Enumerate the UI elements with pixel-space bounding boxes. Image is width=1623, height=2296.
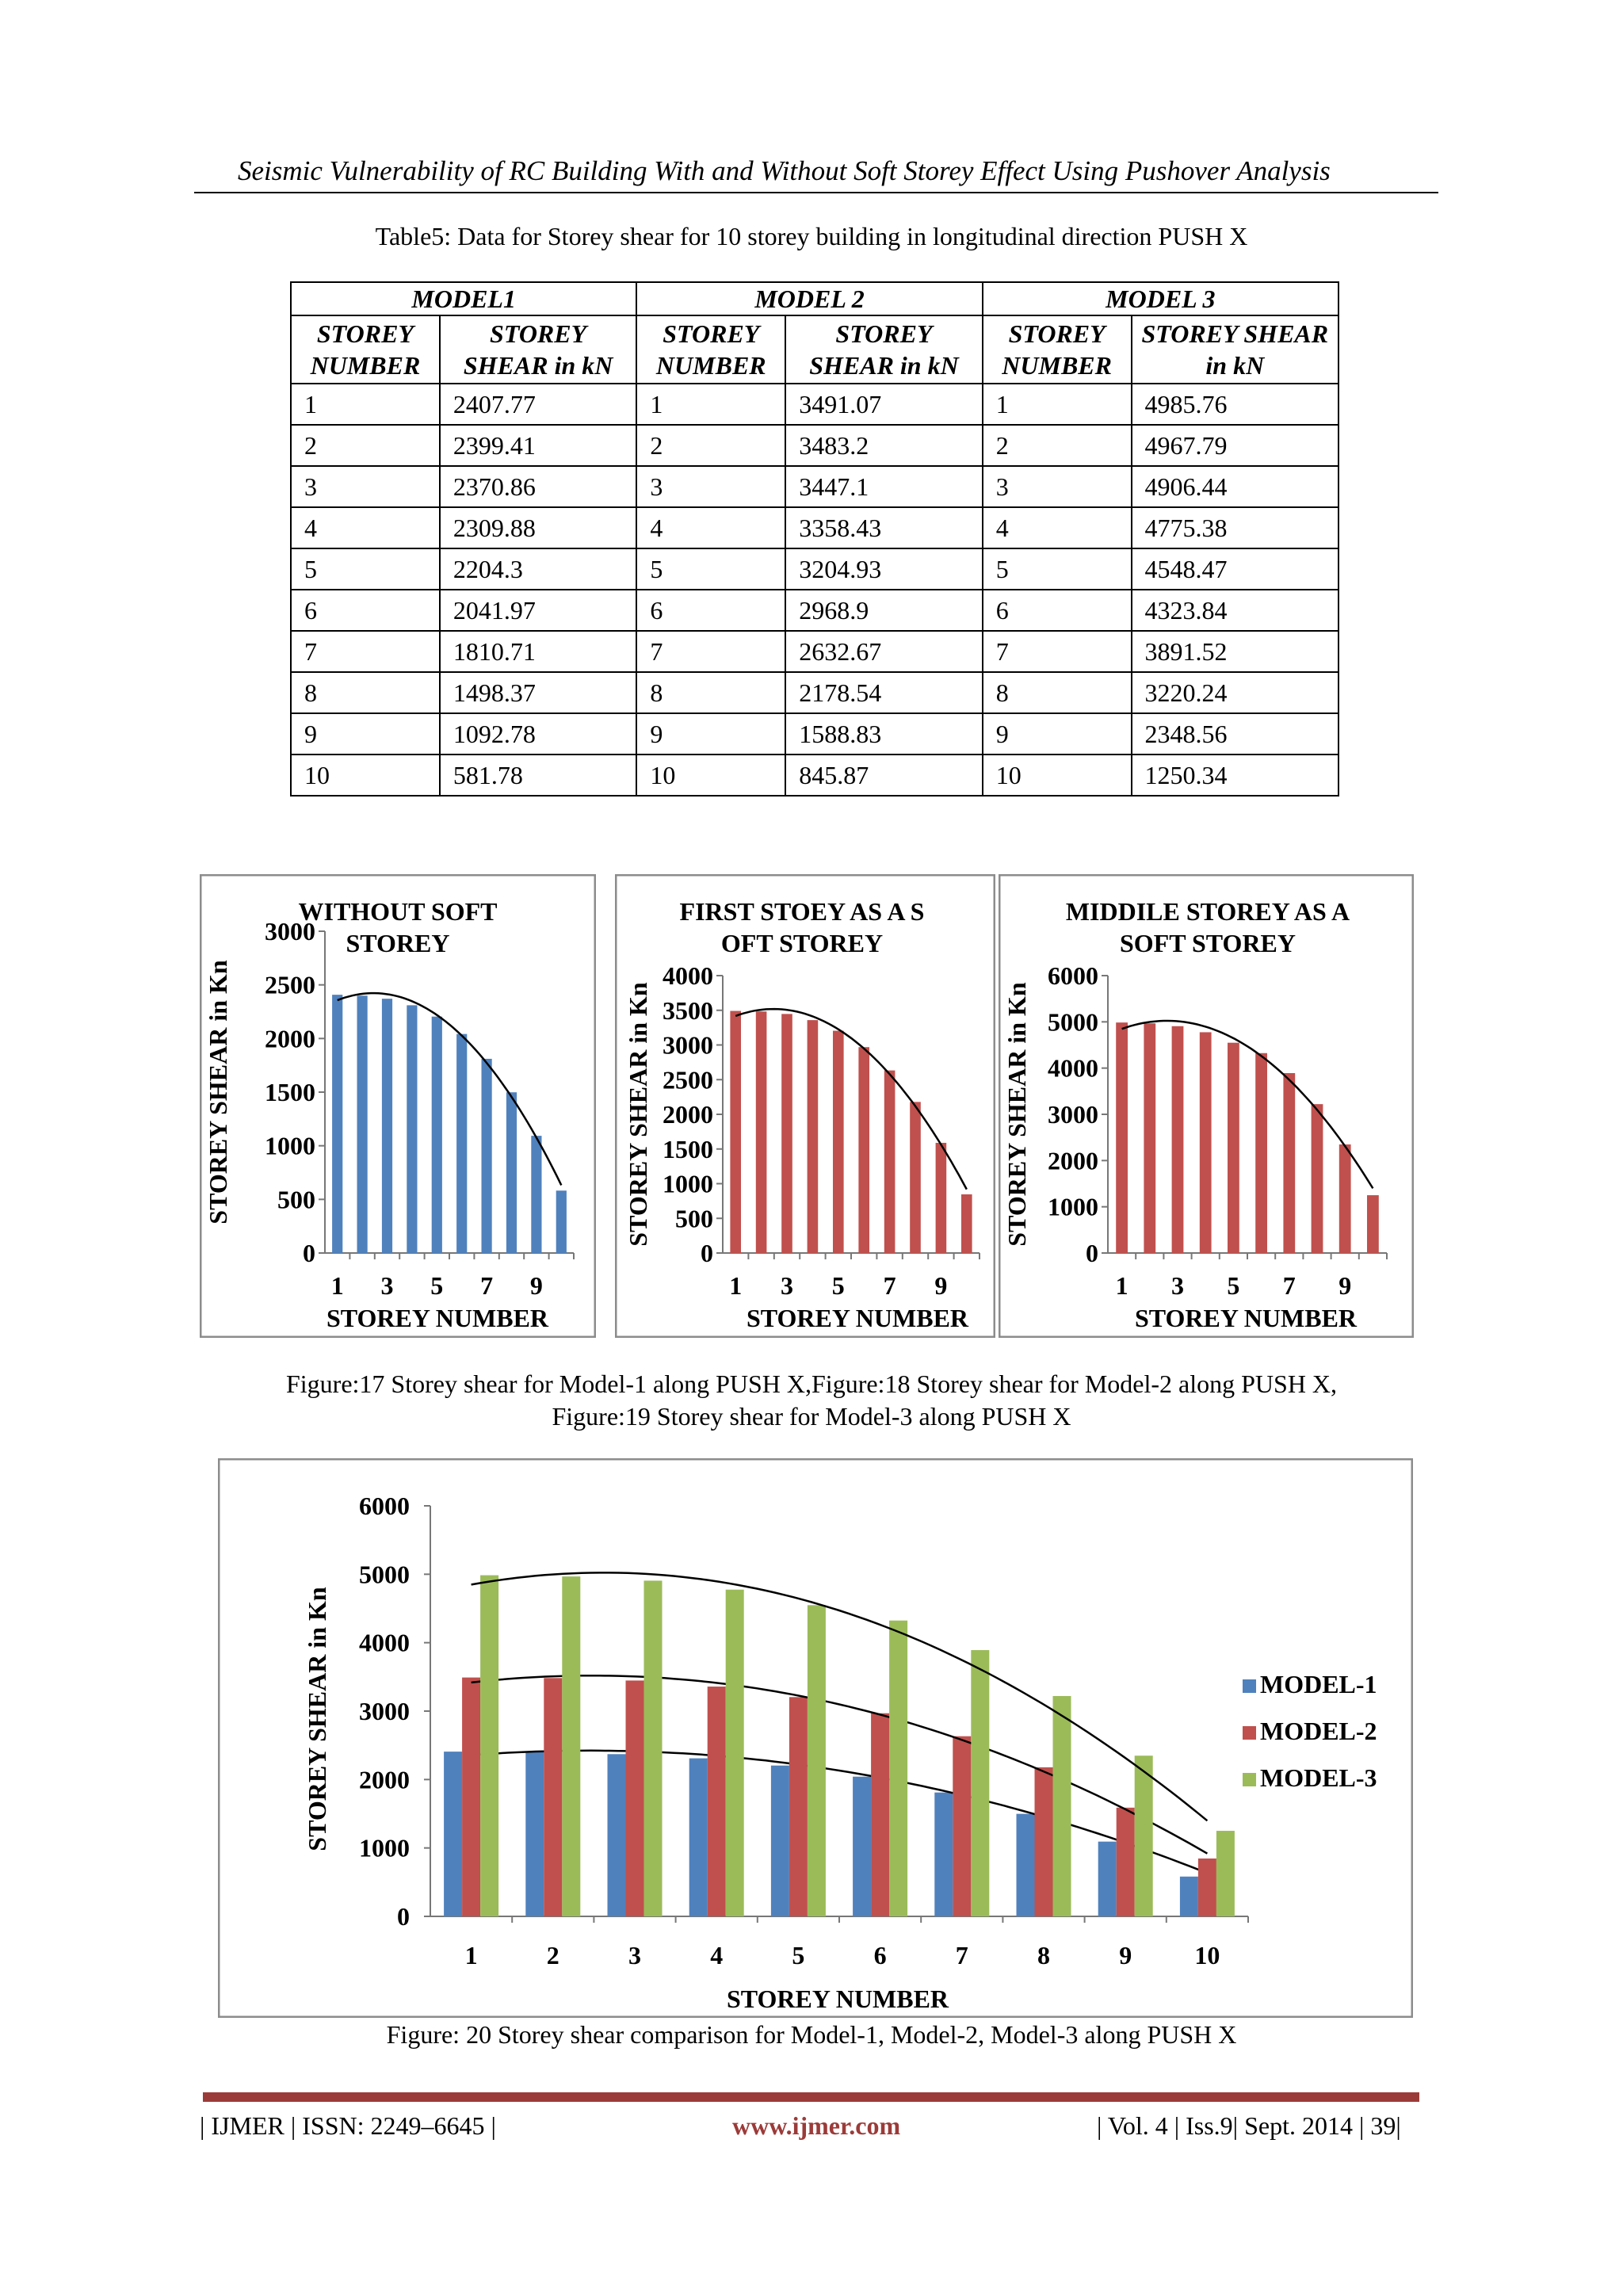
- x-tick-label: 3: [781, 1271, 793, 1300]
- table-cell: 1: [983, 384, 1132, 425]
- figure-20-caption: Figure: 20 Storey shear comparison for Model-1, Model-2, Model-3 along PUSH X: [386, 2020, 1237, 2049]
- y-axis-label: STOREY SHEAR in Kn: [624, 982, 652, 1247]
- y-tick-label: 3500: [663, 995, 713, 1025]
- table-cell: 3491.07: [785, 384, 982, 425]
- table-cell: 10: [636, 755, 785, 796]
- table-row: [291, 425, 1338, 466]
- table-cell: 845.87: [785, 755, 982, 796]
- y-tick-label: 1000: [1048, 1192, 1098, 1221]
- figure-17: [200, 874, 596, 1338]
- table-cell: 2407.77: [440, 384, 636, 425]
- table-cell: 2632.67: [785, 631, 982, 672]
- bar: [407, 1005, 417, 1253]
- model-3-heading: MODEL 3: [983, 282, 1338, 315]
- x-tick-label: 5: [430, 1271, 444, 1300]
- chart-without-soft-storey: [200, 874, 596, 1338]
- bar-model-3: [726, 1590, 744, 1916]
- table-cell: 1092.78: [440, 713, 636, 755]
- y-tick-label: 0: [1086, 1239, 1098, 1267]
- table-cell: 3447.1: [785, 466, 982, 507]
- bar: [1228, 1043, 1239, 1253]
- table-cell: 2041.97: [440, 590, 636, 631]
- table-cell: 4323.84: [1132, 590, 1338, 631]
- figure-20: [218, 1458, 1413, 2018]
- x-tick-label: 3: [1171, 1271, 1184, 1300]
- x-tick-label: 4: [710, 1941, 724, 1969]
- bar: [482, 1059, 492, 1253]
- table-cell: 6: [983, 590, 1132, 631]
- y-tick-label: 2000: [265, 1024, 315, 1053]
- x-tick-label: 3: [628, 1941, 641, 1969]
- y-tick-label: 2500: [265, 970, 315, 999]
- y-tick-label: 4000: [359, 1628, 410, 1657]
- table-cell: 9: [291, 713, 440, 755]
- column-header: STOREY SHEAR in kN: [785, 315, 982, 384]
- bar-model-2: [626, 1680, 644, 1916]
- table-cell: 4906.44: [1132, 466, 1338, 507]
- table-cell: 3: [291, 466, 440, 507]
- bar-model-1: [853, 1777, 871, 1916]
- model-1-heading: MODEL1: [291, 282, 636, 315]
- table-cell: 2370.86: [440, 466, 636, 507]
- y-tick-label: 1500: [265, 1078, 315, 1106]
- column-header: STOREY NUMBER: [636, 315, 785, 384]
- table-row: [291, 631, 1338, 672]
- bar: [1367, 1195, 1379, 1253]
- bar: [432, 1017, 442, 1253]
- bar-model-1: [1017, 1814, 1035, 1916]
- bar-model-1: [689, 1759, 708, 1916]
- y-tick-label: 2000: [663, 1100, 713, 1129]
- y-tick-label: 4000: [663, 961, 713, 990]
- table-cell: 6: [636, 590, 785, 631]
- x-tick-label: 5: [1227, 1271, 1240, 1300]
- bar-model-2: [1035, 1767, 1053, 1916]
- figure-17-19-caption-line1: Figure:17 Storey shear for Model-1 along PUSH X,Figure:18 Storey shear for Model-2 along PUSH X,: [285, 1370, 1338, 1398]
- x-tick-label: 1: [1115, 1271, 1128, 1300]
- x-axis-label: STOREY NUMBER: [746, 1304, 969, 1332]
- legend-swatch: [1243, 1679, 1256, 1693]
- x-tick-label: 2: [546, 1941, 559, 1969]
- table-cell: 3: [983, 466, 1132, 507]
- x-tick-label: 8: [1037, 1941, 1050, 1969]
- chart-title: MIDDILE STOREY AS A: [1065, 897, 1350, 926]
- bar: [332, 995, 342, 1253]
- chart-first-storey-soft: [615, 874, 995, 1338]
- x-tick-label: 7: [955, 1941, 968, 1969]
- y-tick-label: 2000: [1048, 1146, 1098, 1175]
- table-row: [291, 384, 1338, 425]
- table-row: [291, 466, 1338, 507]
- bar-model-2: [708, 1687, 726, 1916]
- bar-model-2: [462, 1678, 480, 1916]
- table-row: [291, 590, 1338, 631]
- bar-model-1: [608, 1754, 626, 1916]
- bar: [961, 1194, 972, 1253]
- bar: [456, 1034, 467, 1253]
- table-cell: 6: [291, 590, 440, 631]
- bar: [781, 1014, 792, 1253]
- table-cell: 2: [291, 425, 440, 466]
- header-rule: [194, 192, 1438, 193]
- legend-swatch: [1243, 1773, 1256, 1786]
- table-cell: 4: [291, 507, 440, 548]
- table-cell: 5: [983, 548, 1132, 590]
- table-cell: 2968.9: [785, 590, 982, 631]
- x-tick-label: 9: [529, 1271, 543, 1300]
- footer-rule: [203, 2092, 1419, 2102]
- chart-title: STOREY: [346, 929, 450, 957]
- bar: [357, 995, 368, 1253]
- y-tick-label: 500: [277, 1185, 315, 1214]
- x-tick-label: 3: [380, 1271, 394, 1300]
- bar-model-1: [1180, 1877, 1198, 1916]
- bar: [1172, 1026, 1184, 1253]
- y-tick-label: 0: [397, 1902, 410, 1931]
- table-cell: 5: [291, 548, 440, 590]
- bar-model-2: [789, 1697, 808, 1916]
- y-tick-label: 1500: [663, 1134, 713, 1163]
- x-tick-label: 5: [792, 1941, 805, 1969]
- bar: [808, 1020, 819, 1253]
- table-cell: 10: [291, 755, 440, 796]
- chart-middle-storey-soft: [999, 874, 1414, 1338]
- x-tick-label: 9: [1338, 1271, 1352, 1300]
- bar: [756, 1011, 767, 1253]
- bar: [730, 1011, 741, 1253]
- bar: [1144, 1023, 1155, 1253]
- table-cell: 4775.38: [1132, 507, 1338, 548]
- x-tick-label: 9: [934, 1271, 948, 1300]
- table-row: [291, 507, 1338, 548]
- table-cell: 2204.3: [440, 548, 636, 590]
- bar: [1312, 1104, 1323, 1253]
- x-tick-label: 7: [480, 1271, 494, 1300]
- x-tick-label: 5: [831, 1271, 845, 1300]
- table-cell: 3220.24: [1132, 672, 1338, 713]
- y-tick-label: 1000: [359, 1833, 410, 1862]
- table-row: [291, 548, 1338, 590]
- x-axis-label: STOREY NUMBER: [726, 1985, 949, 2013]
- legend-label: MODEL-3: [1260, 1763, 1377, 1792]
- table-cell: 7: [636, 631, 785, 672]
- bar-model-2: [953, 1736, 971, 1916]
- footer-journal: | IJMER | ISSN: 2249–6645 |: [200, 2111, 496, 2140]
- x-tick-label: 1: [464, 1941, 478, 1969]
- table-row: [291, 755, 1338, 796]
- table-cell: 4548.47: [1132, 548, 1338, 590]
- legend-label: MODEL-1: [1260, 1670, 1377, 1698]
- bar-model-1: [1098, 1842, 1117, 1916]
- table-cell: 2: [983, 425, 1132, 466]
- column-header: STOREY SHEAR in kN: [440, 315, 636, 384]
- figure-17-19-caption-line2: Figure:19 Storey shear for Model-3 along PUSH X: [552, 1402, 1071, 1431]
- table-cell: 3: [636, 466, 785, 507]
- table-cell: 1250.34: [1132, 755, 1338, 796]
- x-tick-label: 10: [1194, 1941, 1220, 1969]
- bar: [1255, 1053, 1267, 1253]
- bar-model-3: [562, 1576, 580, 1916]
- table-cell: 8: [291, 672, 440, 713]
- table-row: [291, 672, 1338, 713]
- table-cell: 4: [636, 507, 785, 548]
- y-tick-label: 5000: [1048, 1007, 1098, 1037]
- bar-model-2: [544, 1678, 562, 1916]
- table-cell: 9: [636, 713, 785, 755]
- bar-model-1: [525, 1752, 544, 1916]
- table-cell: 8: [636, 672, 785, 713]
- y-tick-label: 3000: [1048, 1100, 1098, 1129]
- bar-model-2: [871, 1713, 889, 1916]
- y-tick-label: 2000: [359, 1765, 410, 1794]
- y-tick-label: 3000: [663, 1030, 713, 1060]
- table-cell: 7: [291, 631, 440, 672]
- table-cell: 10: [983, 755, 1132, 796]
- column-header: STOREY NUMBER: [291, 315, 440, 384]
- table-cell: 3891.52: [1132, 631, 1338, 672]
- column-header: STOREY NUMBER: [983, 315, 1132, 384]
- bar-model-3: [971, 1650, 989, 1916]
- table-cell: 1588.83: [785, 713, 982, 755]
- bar-model-3: [889, 1621, 907, 1916]
- chart-title: FIRST STOEY AS A S: [679, 897, 925, 926]
- x-axis-label: STOREY NUMBER: [326, 1304, 549, 1332]
- y-tick-label: 1000: [265, 1131, 315, 1160]
- bar-model-2: [1117, 1808, 1135, 1916]
- x-tick-label: 1: [729, 1271, 743, 1300]
- bar-model-2: [1198, 1859, 1216, 1916]
- table-cell: 581.78: [440, 755, 636, 796]
- bar: [556, 1190, 567, 1253]
- chart-title: OFT STOREY: [720, 929, 884, 957]
- table-cell: 4967.79: [1132, 425, 1338, 466]
- table-cell: 1810.71: [440, 631, 636, 672]
- bar-model-3: [480, 1576, 498, 1916]
- table-cell: 3483.2: [785, 425, 982, 466]
- bar: [833, 1031, 844, 1253]
- column-header: STOREY SHEAR in kN: [1132, 315, 1338, 384]
- legend-swatch: [1243, 1726, 1256, 1740]
- table-cell: 3204.93: [785, 548, 982, 590]
- bar: [531, 1136, 541, 1253]
- bar-model-1: [934, 1793, 953, 1916]
- y-axis-label: STOREY SHEAR in Kn: [1002, 982, 1031, 1247]
- bar: [858, 1047, 869, 1253]
- bar: [1339, 1144, 1351, 1253]
- bar-model-1: [771, 1766, 789, 1916]
- bar-model-1: [444, 1752, 462, 1916]
- bar-model-3: [644, 1580, 663, 1916]
- table-row: [291, 713, 1338, 755]
- bar: [1200, 1032, 1212, 1253]
- bar: [936, 1143, 947, 1253]
- figure-18: [615, 874, 995, 1338]
- table-cell: 7: [983, 631, 1132, 672]
- legend-label: MODEL-2: [1260, 1717, 1377, 1745]
- table-cell: 8: [983, 672, 1132, 713]
- y-axis-label: STOREY SHEAR in Kn: [204, 960, 232, 1224]
- x-tick-label: 6: [873, 1941, 887, 1969]
- table-cell: 2348.56: [1132, 713, 1338, 755]
- y-tick-label: 5000: [359, 1560, 410, 1589]
- y-tick-label: 4000: [1048, 1053, 1098, 1083]
- y-tick-label: 500: [675, 1204, 713, 1233]
- table-cell: 2: [636, 425, 785, 466]
- table-cell: 1498.37: [440, 672, 636, 713]
- y-tick-label: 6000: [359, 1492, 410, 1520]
- bar: [910, 1102, 921, 1253]
- table-cell: 4: [983, 507, 1132, 548]
- footer-volume: | Vol. 4 | Iss.9| Sept. 2014 | 39|: [1097, 2111, 1401, 2140]
- table-cell: 1: [636, 384, 785, 425]
- figure-19: [999, 874, 1414, 1338]
- table-caption: Table5: Data for Storey shear for 10 storey building in longitudinal direction PUSH X: [375, 222, 1248, 250]
- y-tick-label: 0: [701, 1239, 713, 1267]
- x-tick-label: 7: [1282, 1271, 1296, 1300]
- bar: [506, 1092, 517, 1253]
- y-tick-label: 2500: [663, 1065, 713, 1095]
- chart-comparison: [218, 1458, 1413, 2018]
- y-tick-label: 0: [303, 1239, 315, 1267]
- storey-shear-table: [290, 281, 1339, 797]
- x-tick-label: 1: [330, 1271, 344, 1300]
- bar-model-3: [1216, 1831, 1235, 1916]
- chart-title: WITHOUT SOFT: [298, 897, 498, 926]
- bar-model-3: [1135, 1755, 1153, 1916]
- table-cell: 4985.76: [1132, 384, 1338, 425]
- table-cell: 5: [636, 548, 785, 590]
- x-axis-label: STOREY NUMBER: [1134, 1304, 1358, 1332]
- bar-model-3: [808, 1605, 826, 1916]
- running-title: Seismic Vulnerability of RC Building With and Without Soft Storey Effect Using Pushover Analysis: [238, 155, 1331, 186]
- table-cell: 2309.88: [440, 507, 636, 548]
- chart-title: SOFT STOREY: [1119, 929, 1296, 957]
- bar-model-3: [1053, 1696, 1071, 1916]
- y-tick-label: 6000: [1048, 961, 1098, 990]
- table-cell: 9: [983, 713, 1132, 755]
- model-2-heading: MODEL 2: [636, 282, 982, 315]
- table-cell: 2178.54: [785, 672, 982, 713]
- y-tick-label: 3000: [359, 1697, 410, 1725]
- y-tick-label: 3000: [265, 917, 315, 946]
- bar: [382, 999, 392, 1253]
- table-cell: 3358.43: [785, 507, 982, 548]
- y-axis-label: STOREY SHEAR in Kn: [303, 1587, 331, 1851]
- x-tick-label: 7: [883, 1271, 896, 1300]
- footer-website-link[interactable]: www.ijmer.com: [732, 2111, 901, 2140]
- y-tick-label: 1000: [663, 1169, 713, 1198]
- table-cell: 1: [291, 384, 440, 425]
- x-tick-label: 9: [1119, 1941, 1132, 1969]
- bar: [1283, 1073, 1295, 1253]
- bar: [1116, 1022, 1128, 1253]
- table-cell: 2399.41: [440, 425, 636, 466]
- bar: [884, 1071, 896, 1253]
